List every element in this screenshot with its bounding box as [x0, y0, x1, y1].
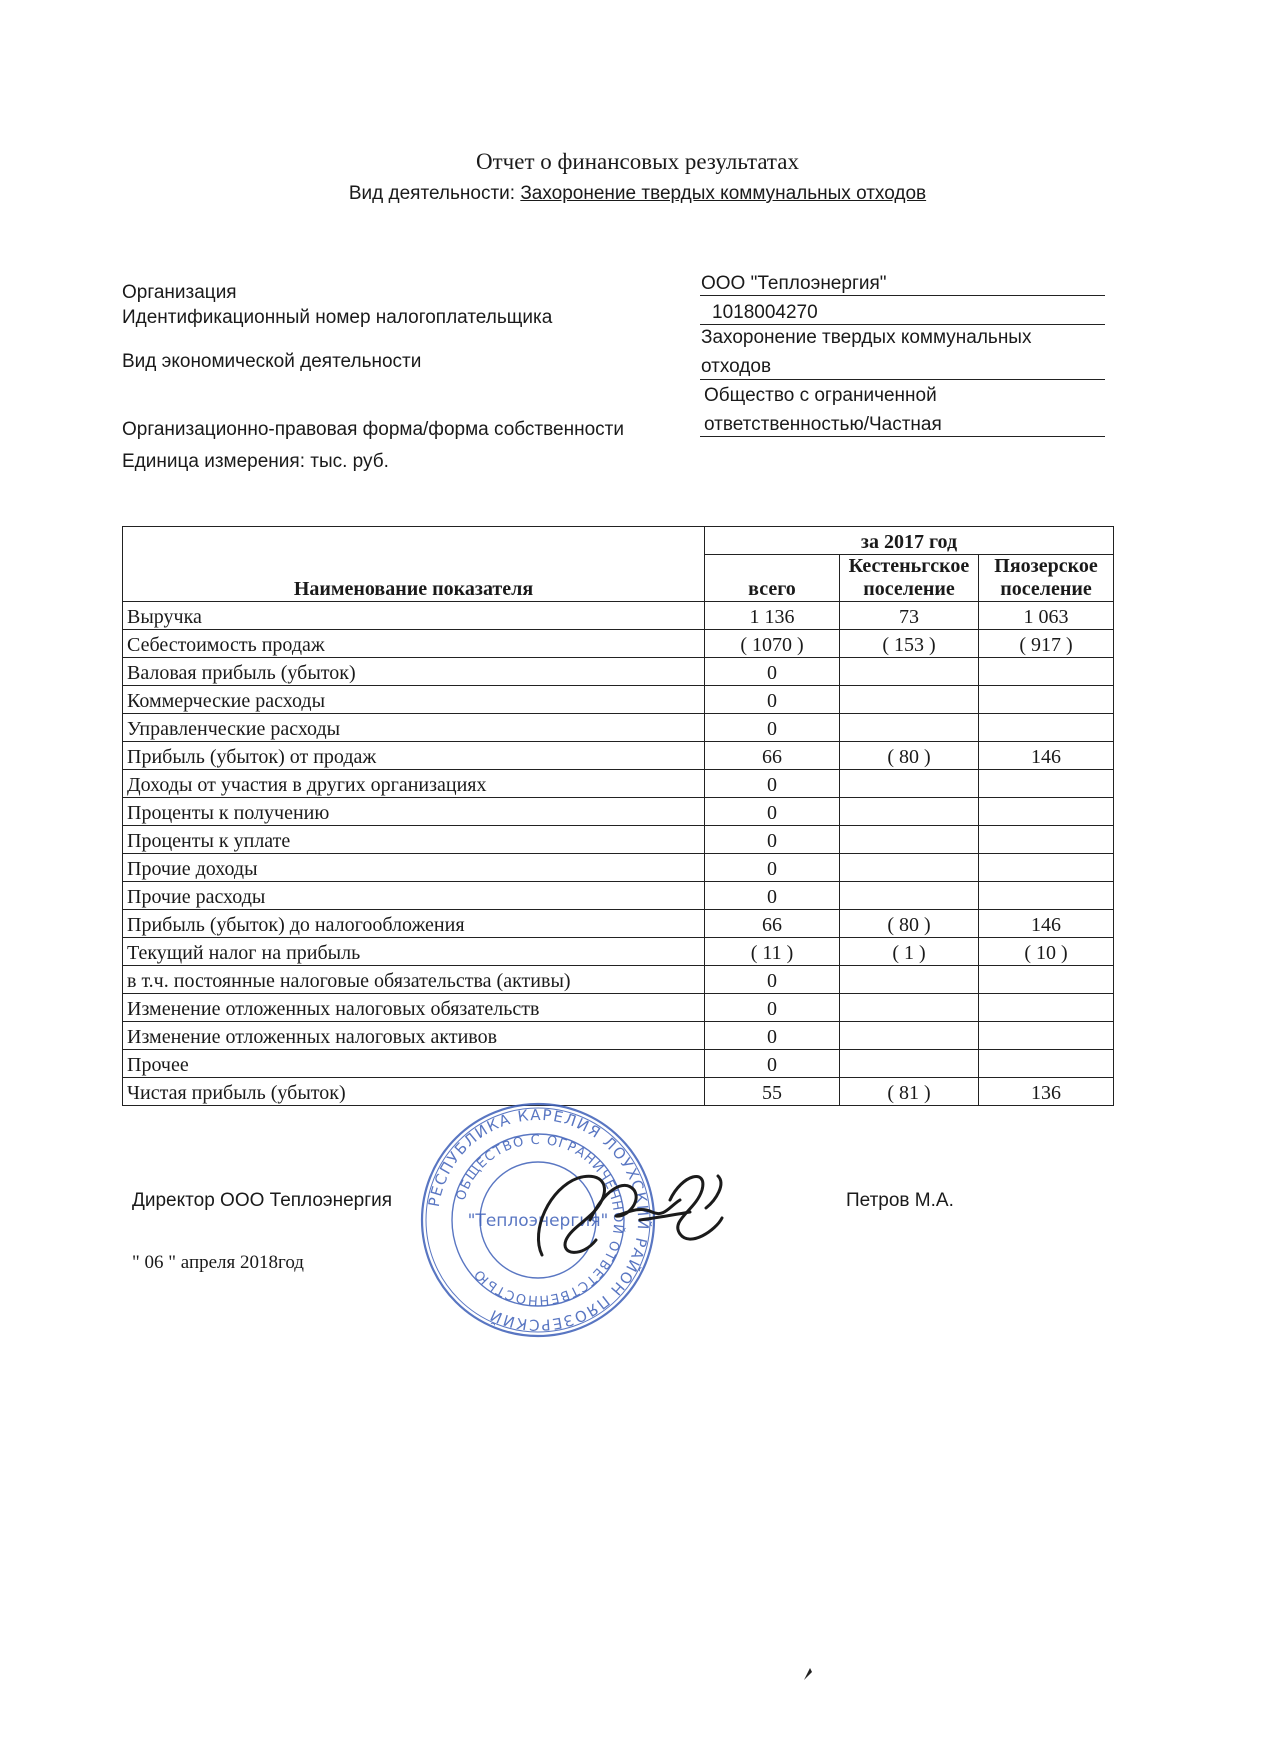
okved-label: Вид экономической деятельности	[122, 351, 422, 372]
col-indicator-name: Наименование показателя	[123, 527, 705, 602]
org-value: ООО "Теплоэнергия"	[701, 273, 887, 294]
cell-indicator-name: Прибыль (убыток) от продаж	[123, 742, 705, 770]
org-underline	[700, 295, 1105, 296]
form-value: Общество с ограниченной ответственностью/Частная	[704, 385, 942, 435]
cell-pyaozero	[979, 714, 1114, 742]
cell-total: 55	[705, 1078, 840, 1106]
director-signature	[520, 1160, 730, 1270]
cell-indicator-name: Коммерческие расходы	[123, 686, 705, 714]
ink-mark	[800, 1666, 814, 1682]
table-row	[123, 798, 1114, 826]
cell-kestenga	[840, 770, 979, 798]
activity-value: Захоронение твердых коммунальных отходов	[520, 183, 927, 204]
cell-kestenga	[840, 714, 979, 742]
cell-pyaozero	[979, 994, 1114, 1022]
cell-pyaozero: 146	[979, 910, 1114, 938]
cell-total: ( 1070 )	[705, 630, 840, 658]
cell-indicator-name: Изменение отложенных налоговых обязательств	[123, 994, 705, 1022]
stamp-center-text: "Теплоэнергия"	[467, 1211, 609, 1231]
cell-total: 66	[705, 910, 840, 938]
report-title: Отчет о финансовых результатах	[476, 149, 799, 174]
cell-indicator-name: Управленческие расходы	[123, 714, 705, 742]
okved-underline	[700, 379, 1105, 380]
table-row	[123, 742, 1114, 770]
cell-pyaozero: ( 10 )	[979, 938, 1114, 966]
table-body	[123, 602, 1114, 1106]
stamp-inner-text: ОБЩЕСТВО С ОГРАНИЧЕННОЙ ОТВЕТСТВЕННОСТЬЮ	[453, 1132, 626, 1308]
cell-pyaozero	[979, 798, 1114, 826]
table-row	[123, 770, 1114, 798]
table-row	[123, 994, 1114, 1022]
report-date: " 06 " апреля 2018год	[132, 1252, 304, 1273]
director-label: Директор ООО Теплоэнергия	[132, 1190, 393, 1211]
table-row	[123, 882, 1114, 910]
col-period: за 2017 год	[705, 527, 1114, 555]
cell-kestenga	[840, 1022, 979, 1050]
cell-pyaozero	[979, 686, 1114, 714]
table-row	[123, 826, 1114, 854]
cell-kestenga	[840, 854, 979, 882]
cell-total: 0	[705, 994, 840, 1022]
cell-pyaozero	[979, 1022, 1114, 1050]
cell-kestenga	[840, 798, 979, 826]
cell-total: 0	[705, 854, 840, 882]
cell-indicator-name: Доходы от участия в других организациях	[123, 770, 705, 798]
cell-indicator-name: Текущий налог на прибыль	[123, 938, 705, 966]
cell-total: 0	[705, 1050, 840, 1078]
cell-kestenga	[840, 966, 979, 994]
cell-total: 0	[705, 1022, 840, 1050]
cell-total: 0	[705, 966, 840, 994]
cell-total: ( 11 )	[705, 938, 840, 966]
cell-pyaozero: 146	[979, 742, 1114, 770]
cell-total: 0	[705, 658, 840, 686]
table-row	[123, 910, 1114, 938]
cell-indicator-name: Проценты к уплате	[123, 826, 705, 854]
director-name: Петров М.А.	[846, 1190, 954, 1211]
cell-indicator-name: Выручка	[123, 602, 705, 630]
inn-value: 1018004270	[712, 302, 818, 323]
table-row	[123, 1050, 1114, 1078]
cell-kestenga: 73	[840, 602, 979, 630]
cell-kestenga	[840, 994, 979, 1022]
cell-total: 66	[705, 742, 840, 770]
unit-label: Единица измерения: тыс. руб.	[122, 451, 389, 472]
cell-kestenga	[840, 1050, 979, 1078]
cell-indicator-name: Прочее	[123, 1050, 705, 1078]
table-header-row	[123, 527, 1114, 555]
col-total: всего	[705, 555, 840, 602]
org-label: Организация	[122, 282, 237, 303]
cell-indicator-name: Валовая прибыль (убыток)	[123, 658, 705, 686]
table-row	[123, 1022, 1114, 1050]
stamp-outer-text: РЕСПУБЛИКА КАРЕЛИЯ ЛОУХСКИЙ РАЙОН ПЯОЗЕРСКИЙ	[424, 1105, 653, 1335]
cell-total: 1 136	[705, 602, 840, 630]
cell-indicator-name: Проценты к получению	[123, 798, 705, 826]
cell-pyaozero	[979, 658, 1114, 686]
cell-total: 0	[705, 826, 840, 854]
cell-pyaozero	[979, 854, 1114, 882]
cell-indicator-name: в т.ч. постоянные налоговые обязательства (активы)	[123, 966, 705, 994]
okved-value: Захоронение твердых коммунальных отходов	[701, 327, 1032, 377]
form-underline	[700, 436, 1105, 437]
cell-kestenga: ( 1 )	[840, 938, 979, 966]
cell-indicator-name: Прочие расходы	[123, 882, 705, 910]
cell-kestenga	[840, 658, 979, 686]
col-pyaozero: Пяозерское поселение	[979, 555, 1114, 602]
cell-indicator-name: Чистая прибыль (убыток)	[123, 1078, 705, 1106]
table-row	[123, 966, 1114, 994]
cell-total: 0	[705, 770, 840, 798]
cell-pyaozero	[979, 826, 1114, 854]
table-row	[123, 686, 1114, 714]
form-label: Организационно-правовая форма/форма собственности	[122, 419, 624, 440]
financial-results-table	[122, 526, 1114, 1106]
cell-indicator-name: Прибыль (убыток) до налогообложения	[123, 910, 705, 938]
table-row	[123, 658, 1114, 686]
cell-pyaozero	[979, 882, 1114, 910]
table-row	[123, 854, 1114, 882]
cell-total: 0	[705, 798, 840, 826]
cell-kestenga: ( 153 )	[840, 630, 979, 658]
table-row	[123, 602, 1114, 630]
cell-pyaozero: 1 063	[979, 602, 1114, 630]
cell-indicator-name: Прочие доходы	[123, 854, 705, 882]
cell-total: 0	[705, 686, 840, 714]
cell-total: 0	[705, 714, 840, 742]
cell-kestenga: ( 81 )	[840, 1078, 979, 1106]
cell-kestenga	[840, 686, 979, 714]
col-kestenga: Кестеньгское поселение	[840, 555, 979, 602]
cell-kestenga: ( 80 )	[840, 742, 979, 770]
cell-pyaozero: 136	[979, 1078, 1114, 1106]
cell-indicator-name: Изменение отложенных налоговых активов	[123, 1022, 705, 1050]
cell-pyaozero	[979, 770, 1114, 798]
table-row	[123, 714, 1114, 742]
table-row	[123, 938, 1114, 966]
table-row	[123, 630, 1114, 658]
inn-label: Идентификационный номер налогоплательщика	[122, 307, 553, 328]
cell-total: 0	[705, 882, 840, 910]
cell-pyaozero: ( 917 )	[979, 630, 1114, 658]
cell-pyaozero	[979, 1050, 1114, 1078]
cell-kestenga: ( 80 )	[840, 910, 979, 938]
cell-indicator-name: Себестоимость продаж	[123, 630, 705, 658]
activity-label: Вид деятельности:	[348, 183, 516, 204]
cell-pyaozero	[979, 966, 1114, 994]
cell-kestenga	[840, 826, 979, 854]
cell-kestenga	[840, 882, 979, 910]
activity-line	[0, 183, 1275, 205]
